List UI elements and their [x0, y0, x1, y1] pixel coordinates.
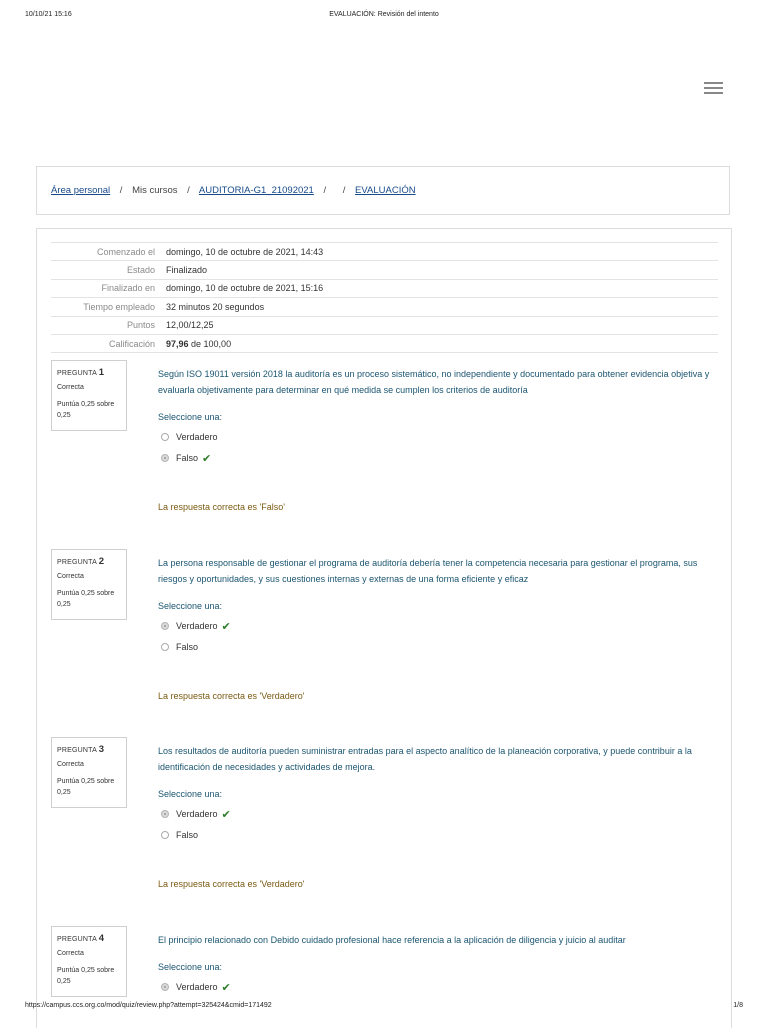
- question-number: PREGUNTA 1: [57, 367, 105, 378]
- summary-value: 12,00/12,25: [166, 316, 718, 334]
- summary-row: [51, 279, 718, 297]
- summary-row: [51, 316, 718, 334]
- breadcrumb-courses: Mis cursos: [132, 185, 178, 196]
- question-grade: Puntúa 0,25 sobre 0,25: [57, 590, 115, 608]
- correct-check-icon: ✔: [221, 981, 231, 994]
- radio-button[interactable]: [161, 433, 169, 441]
- summary-row: [51, 298, 718, 316]
- question-number: PREGUNTA 3: [57, 744, 105, 755]
- breadcrumb-home-link[interactable]: Área personal: [51, 185, 111, 196]
- breadcrumb-separator: /: [323, 185, 327, 196]
- summary-row-grade: [51, 334, 718, 352]
- summary-label: Estado: [51, 261, 166, 279]
- question-grade: Puntúa 0,25 sobre 0,25: [57, 967, 115, 985]
- correct-answer-feedback: La respuesta correcta es 'Falso': [158, 502, 285, 512]
- breadcrumb-separator: /: [119, 185, 123, 196]
- question-text: La persona responsable de gestionar el programa de auditoría debería tener la competencia necesaria para gestionar el programa, sus riesgos y oportunidades, y sus cuestiones internas y externas de una forma eficiente y eficaz: [158, 558, 698, 584]
- question-body: [158, 737, 718, 889]
- answer-option-selected[interactable]: [158, 620, 718, 632]
- summary-label: Finalizado en: [51, 279, 166, 297]
- question-grade: Puntúa 0,25 sobre 0,25: [57, 401, 115, 419]
- summary-row: [51, 243, 718, 261]
- summary-value: domingo, 10 de octubre de 2021, 15:16: [166, 279, 718, 297]
- hamburger-menu-icon[interactable]: [704, 82, 723, 96]
- print-header: [0, 11, 768, 23]
- summary-label: Tiempo empleado: [51, 298, 166, 316]
- summary-value: 32 minutos 20 segundos: [166, 298, 718, 316]
- option-label: Verdadero: [176, 982, 218, 992]
- summary-label: Puntos: [51, 316, 166, 334]
- question-info: [51, 360, 127, 431]
- correct-check-icon: ✔: [221, 808, 231, 821]
- print-title: EVALUACIÓN: Revisión del intento: [329, 11, 439, 18]
- breadcrumb-activity-link[interactable]: EVALUACIÓN: [355, 185, 416, 196]
- question-grade: Puntúa 0,25 sobre 0,25: [57, 778, 115, 796]
- question-state: Correcta: [57, 761, 84, 768]
- attempt-summary-table: [51, 242, 718, 353]
- correct-answer-feedback: La respuesta correcta es 'Verdadero': [158, 879, 305, 889]
- select-one-prompt: Seleccione una:: [158, 789, 223, 799]
- option-label: Falso: [176, 642, 199, 652]
- option-label: Verdadero: [176, 809, 218, 819]
- answer-option[interactable]: [158, 431, 718, 443]
- question-state: Correcta: [57, 573, 84, 580]
- grade-score: 97,96: [166, 338, 189, 349]
- breadcrumb-separator: /: [342, 185, 346, 196]
- question-body: [158, 926, 718, 993]
- answer-option-selected[interactable]: [158, 981, 718, 993]
- print-url: https://campus.ccs.org.co/mod/quiz/review.php?attempt=325424&cmid=171492: [25, 1002, 272, 1009]
- summary-row: [51, 261, 718, 279]
- correct-check-icon: ✔: [202, 452, 212, 465]
- question-text: Los resultados de auditoría pueden suministrar entradas para el aspecto analítico de la planeación corporativa, y puede contribuir a la identificación de necesidades y actividades de mejora.: [158, 746, 692, 772]
- answer-option[interactable]: [158, 641, 718, 653]
- correct-check-icon: ✔: [221, 620, 231, 633]
- radio-button-checked[interactable]: [161, 983, 169, 991]
- question-body: [158, 549, 718, 701]
- option-label: Verdadero: [176, 621, 218, 631]
- question-number: PREGUNTA 2: [57, 556, 105, 567]
- summary-value: Finalizado: [166, 261, 718, 279]
- option-label: Falso: [176, 830, 199, 840]
- summary-label: Comenzado el: [51, 243, 166, 261]
- grade-label: Calificación: [51, 334, 166, 352]
- radio-button[interactable]: [161, 643, 169, 651]
- print-footer: [0, 1002, 768, 1014]
- print-page-number: 1/8: [733, 1002, 743, 1009]
- radio-button-checked[interactable]: [161, 810, 169, 818]
- question-text: Según ISO 19011 versión 2018 la auditoría es un proceso sistemático, no independiente y documentado para obtener evidencia objetiva y evaluarla objetivamente para determinar en qué medida se cumplen los criterios de auditoría: [158, 369, 710, 395]
- quiz-review-region: [36, 228, 732, 1028]
- question-number: PREGUNTA 4: [57, 933, 105, 944]
- answer-option-selected[interactable]: [158, 452, 718, 464]
- grade-max: de 100,00: [188, 338, 232, 349]
- radio-button[interactable]: [161, 831, 169, 839]
- option-label: Falso: [176, 453, 199, 463]
- radio-button-checked[interactable]: [161, 454, 169, 462]
- select-one-prompt: Seleccione una:: [158, 601, 223, 611]
- select-one-prompt: Seleccione una:: [158, 962, 223, 972]
- answer-option-selected[interactable]: [158, 808, 718, 820]
- answer-option[interactable]: [158, 829, 718, 841]
- question-body: [158, 360, 718, 512]
- summary-value: domingo, 10 de octubre de 2021, 14:43: [166, 243, 718, 261]
- question-info: [51, 549, 127, 620]
- breadcrumb: [51, 185, 416, 196]
- breadcrumb-separator: /: [187, 185, 190, 196]
- question-info: [51, 737, 127, 808]
- select-one-prompt: Seleccione una:: [158, 412, 223, 422]
- question-state: Correcta: [57, 950, 84, 957]
- correct-answer-feedback: La respuesta correcta es 'Verdadero': [158, 691, 305, 701]
- question-info: [51, 926, 127, 997]
- option-label: Verdadero: [176, 432, 218, 442]
- radio-button-checked[interactable]: [161, 622, 169, 630]
- question-state: Correcta: [57, 384, 84, 391]
- breadcrumb-course-link[interactable]: AUDITORIA-G1_21092021: [198, 185, 314, 196]
- breadcrumb-container: [36, 166, 730, 215]
- grade-value: [166, 334, 718, 352]
- question-text: El principio relacionado con Debido cuidado profesional hace referencia a la aplicación de diligencia y juicio al auditar: [158, 935, 626, 945]
- print-date: 10/10/21 15:16: [25, 11, 72, 18]
